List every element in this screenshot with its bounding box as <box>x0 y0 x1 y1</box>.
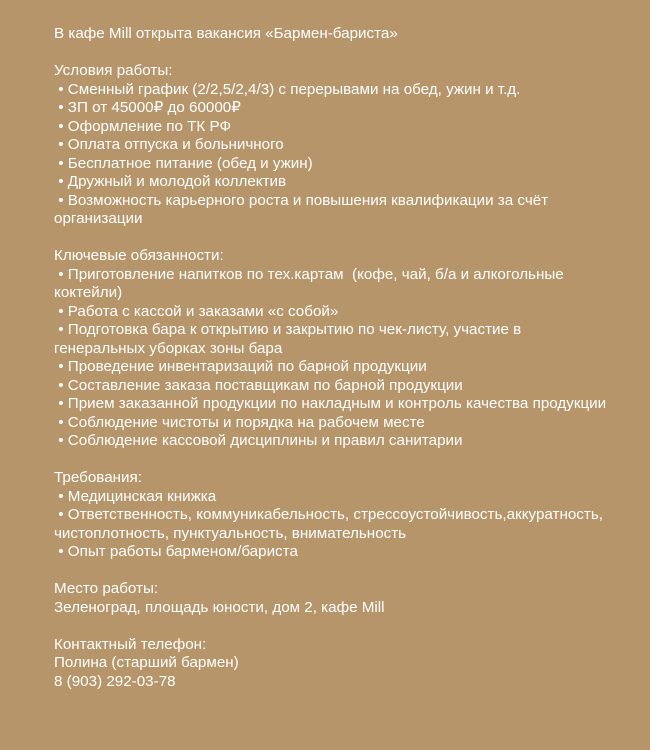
list-item: • Опыт работы барменом/бариста <box>54 543 298 560</box>
list-item: • Проведение инвентаризаций по барной продукции <box>54 358 427 375</box>
bullet-icon: • <box>54 413 68 431</box>
bullet-icon: • <box>54 154 68 172</box>
section-heading: Требования: <box>54 469 142 486</box>
bullet-icon: • <box>54 173 68 190</box>
post-headline: В кафе Mill открыта вакансия «Бармен-бариста» <box>54 25 398 42</box>
list-item: • Оформление по ТК РФ <box>54 117 232 135</box>
spacer <box>54 229 614 248</box>
section-requirements <box>54 469 614 562</box>
list-item: • Работа с кассой и заказами «с собой» <box>54 302 339 320</box>
bullet-icon: • <box>54 432 68 449</box>
list-item: • Дружный и молодой коллектив <box>54 173 287 190</box>
bullet-icon: • <box>54 321 68 338</box>
contact-person: Полина (старший бармен) <box>54 654 239 671</box>
bullet-icon: • <box>54 543 68 560</box>
bullet-icon: • <box>54 99 68 116</box>
bullet-icon: • <box>54 191 68 209</box>
list-item: • Соблюдение чистоты и порядка на рабочем месте <box>54 413 425 431</box>
bullet-icon: • <box>54 265 68 283</box>
bullet-icon: • <box>54 358 68 375</box>
spacer <box>54 44 614 63</box>
list-item: • Возможность карьерного роста и повышения квалификации за счёт организации <box>54 191 553 227</box>
section-duties <box>54 247 614 451</box>
contact-label: Контактный телефон: <box>54 635 207 653</box>
list-item: • Сменный график (2/2,5/2,4/3) с перерывами на обед, ужин и т.д. <box>54 80 521 98</box>
section-heading: Ключевые обязанности: <box>54 247 224 264</box>
list-item: • Медицинская книжка <box>54 487 217 505</box>
list-item: • Приготовление напитков по тех.картам (кофе, чай, б/а и алкогольные коктейли) <box>54 265 568 301</box>
bullet-icon: • <box>54 117 68 135</box>
location-address: Зеленоград, площадь юности, дом 2, кафе Mill <box>54 598 385 616</box>
bullet-icon: • <box>54 376 68 394</box>
bullet-icon: • <box>54 302 68 320</box>
bullet-icon: • <box>54 395 68 412</box>
spacer <box>54 617 614 636</box>
bullet-icon: • <box>54 506 68 523</box>
list-item: • Бесплатное питание (обед и ужин) <box>54 154 313 172</box>
list-item: • Прием заказанной продукции по накладным и контроль качества продукции <box>54 395 607 412</box>
location-label: Место работы: <box>54 580 159 597</box>
list-item: • Оплата отпуска и больничного <box>54 136 284 153</box>
section-contact <box>54 636 614 692</box>
list-item: • Составление заказа поставщикам по барной продукции <box>54 376 463 394</box>
vacancy-post <box>54 25 614 691</box>
list-item: • Подготовка бара к открытию и закрытию по чек-листу, участие в генеральных уборках зоны бара <box>54 321 526 357</box>
bullet-icon: • <box>54 136 68 153</box>
list-item: • Ответственность, коммуникабельность, стрессоустойчивость,аккуратность, чистоплотность, пунктуальность, внимательность <box>54 506 608 542</box>
section-heading: Условия работы: <box>54 62 173 79</box>
list-item: • Соблюдение кассовой дисциплины и правил санитарии <box>54 432 463 449</box>
section-conditions <box>54 62 614 229</box>
spacer <box>54 451 614 470</box>
bullet-icon: • <box>54 487 68 505</box>
bullet-icon: • <box>54 80 68 98</box>
spacer <box>54 562 614 581</box>
section-location <box>54 580 614 617</box>
list-item: • ЗП от 45000₽ до 60000₽ <box>54 99 241 116</box>
contact-phone: 8 (903) 292-03-78 <box>54 672 176 690</box>
